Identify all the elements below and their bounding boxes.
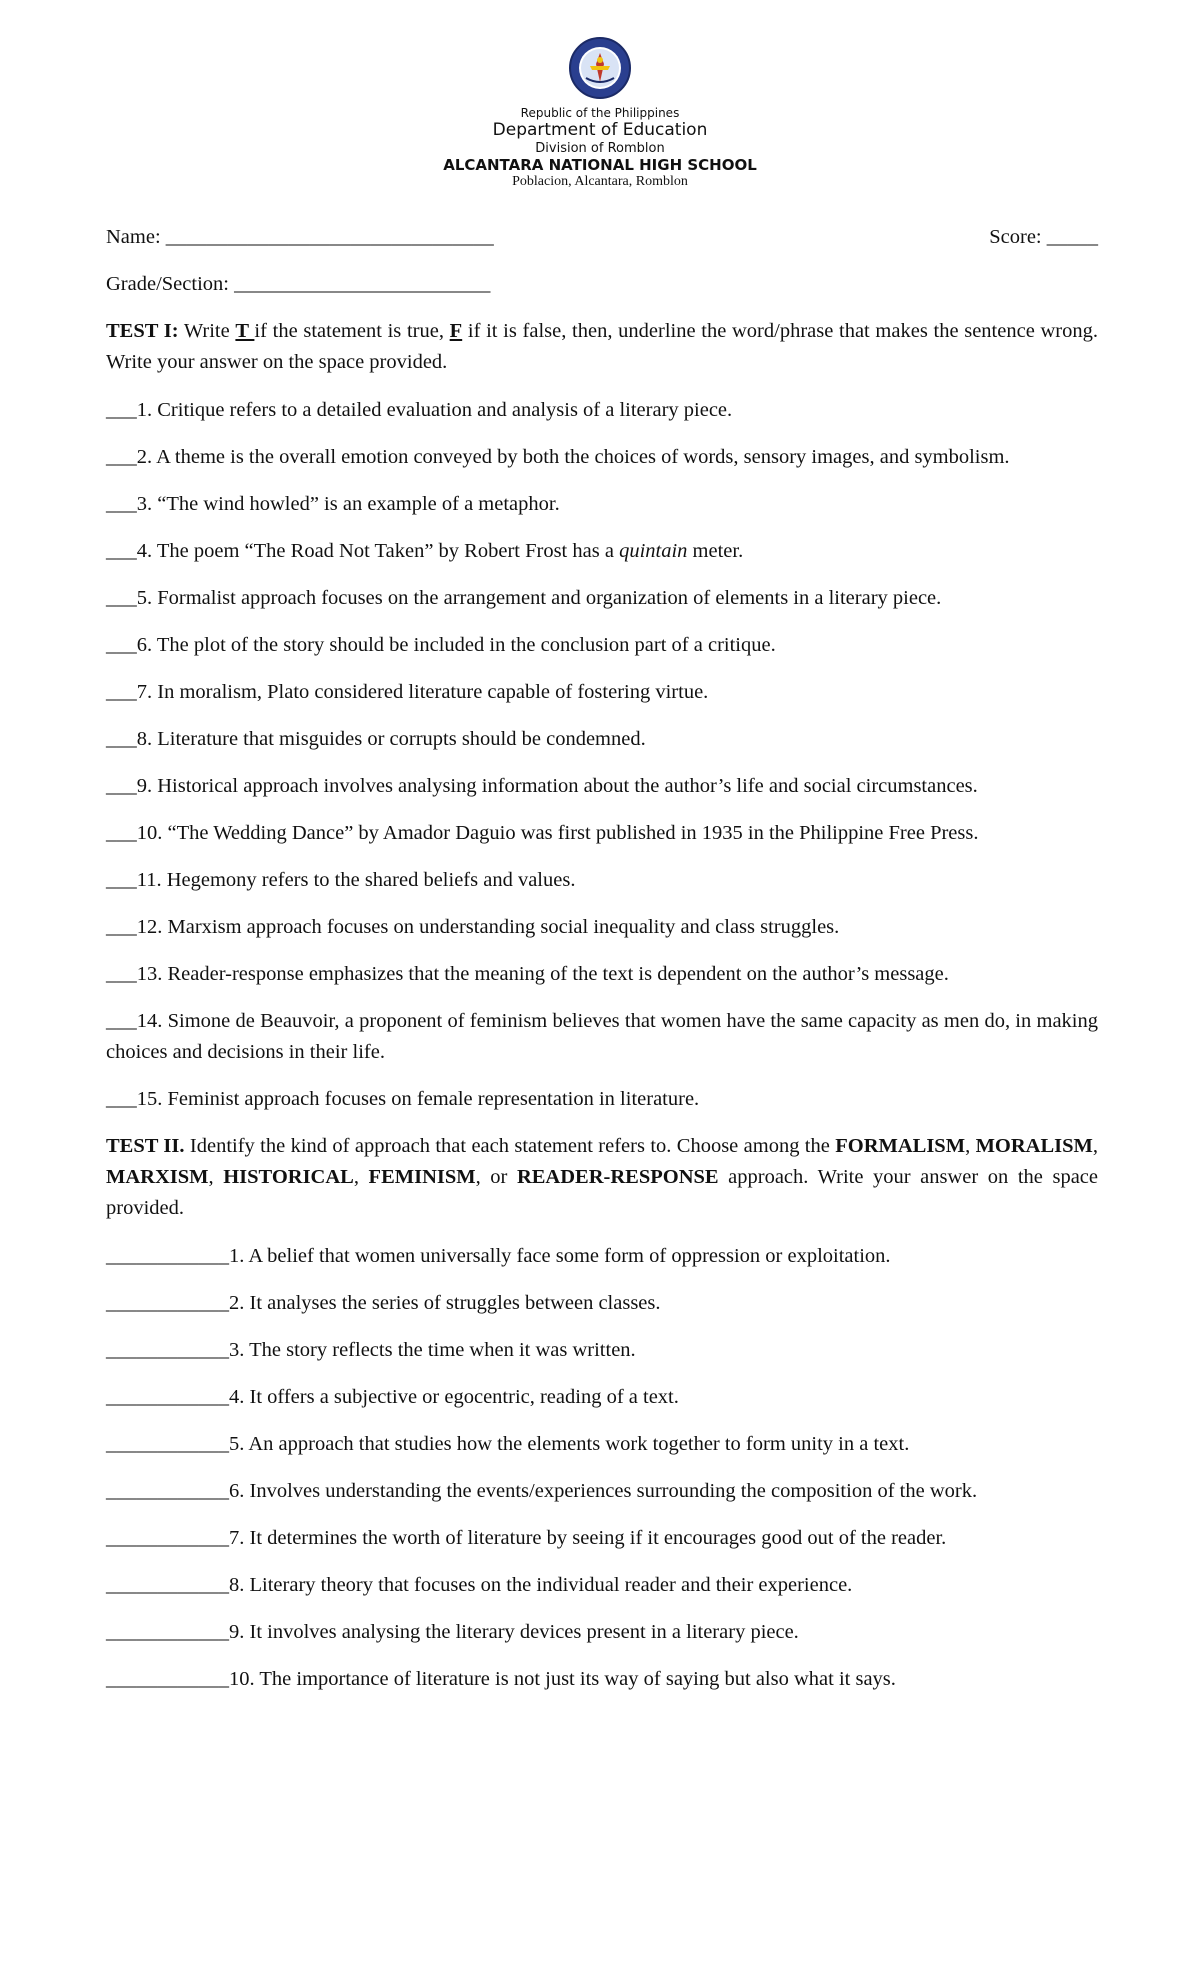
test1-item-13[interactable]: ___13. Reader-response emphasizes that the meaning of the text is dependent on the author’s message. (106, 963, 949, 985)
false-letter: F (449, 320, 463, 342)
test1-item-8[interactable]: ___8. Literature that misguides or corrupts should be condemned. (106, 728, 646, 750)
test2-title: TEST II. (106, 1135, 185, 1157)
name-score-row (106, 222, 1098, 253)
test2-item-2[interactable]: ____________2. It analyses the series of struggles between classes. (106, 1292, 661, 1314)
separator: , (353, 1166, 369, 1188)
test2-item-3[interactable]: ____________3. The story reflects the time when it was written. (106, 1339, 636, 1361)
true-letter: T (235, 320, 255, 342)
school-name: ALCANTARA NATIONAL HIGH SCHOOL (443, 156, 757, 175)
score-field[interactable]: Score: _____ (989, 226, 1098, 248)
test1-item-1[interactable]: ___1. Critique refers to a detailed evaluation and analysis of a literary piece. (106, 399, 733, 421)
test1-item-11[interactable]: ___11. Hegemony refers to the shared beliefs and values. (106, 869, 576, 891)
separator: , or (475, 1166, 517, 1188)
test2-item-8[interactable]: ____________8. Literary theory that focuses on the individual reader and their experience. (106, 1574, 853, 1596)
test2-instr-text: Identify the kind of approach that each statement refers to. Choose among the (184, 1135, 836, 1157)
test2-item-7[interactable]: ____________7. It determines the worth of literature by seeing if it encourages good out of the reader. (106, 1527, 947, 1549)
test1-item-4-end: meter. (687, 540, 744, 562)
separator: , (208, 1166, 224, 1188)
worksheet-content (106, 222, 1098, 1711)
test1-instr-text: if the statement is true, (254, 320, 450, 342)
test1-instructions (106, 316, 1098, 378)
school-address: Poblacion, Alcantara, Romblon (512, 174, 688, 190)
test1-item-4[interactable] (106, 536, 1098, 567)
test1-item-2[interactable]: ___2. A theme is the overall emotion conveyed by both the choices of words, sensory images, and symbolism. (106, 446, 1010, 468)
division-line: Division of Romblon (535, 140, 665, 156)
test2-item-6[interactable]: ____________6. Involves understanding the events/experiences surrounding the composition of the work. (106, 1480, 978, 1502)
test2-instructions (106, 1131, 1098, 1224)
test1-item-5[interactable]: ___5. Formalist approach focuses on the arrangement and organization of elements in a literary piece. (106, 587, 942, 609)
name-field[interactable]: Name: ________________________________ (106, 226, 494, 248)
document-header (0, 36, 1200, 191)
quintain-term: quintain (619, 540, 688, 562)
test2-item-4[interactable]: ____________4. It offers a subjective or egocentric, reading of a text. (106, 1386, 679, 1408)
test1-item-14[interactable]: ___14. Simone de Beauvoir, a proponent of feminism believes that women have the same capacity as men do, in making choices and decisions in their life. (106, 1010, 1098, 1063)
test1-item-15[interactable]: ___15. Feminist approach focuses on female representation in literature. (106, 1088, 700, 1110)
republic-line: Republic of the Philippines (520, 106, 680, 120)
test2-item-1[interactable]: ____________1. A belief that women universally face some form of oppression or exploitation. (106, 1245, 891, 1267)
deped-seal-icon (568, 36, 632, 100)
test1-instr-text: if it is false, then, underline the word/phrase that makes the sentence wrong. Write your answer on the space provided. (106, 320, 1098, 373)
test1-item-9[interactable]: ___9. Historical approach involves analysing information about the author’s life and social circumstances. (106, 775, 978, 797)
choice-feminism: FEMINISM (368, 1166, 476, 1188)
test1-item-6[interactable]: ___6. The plot of the story should be included in the conclusion part of a critique. (106, 634, 776, 656)
test1-item-12[interactable]: ___12. Marxism approach focuses on understanding social inequality and class struggles. (106, 916, 840, 938)
separator: , (965, 1135, 976, 1157)
department-line: Department of Education (492, 120, 708, 141)
grade-section-field[interactable]: Grade/Section: _________________________ (106, 273, 491, 295)
test2-item-9[interactable]: ____________9. It involves analysing the literary devices present in a literary piece. (106, 1621, 799, 1643)
test1-item-7[interactable]: ___7. In moralism, Plato considered literature capable of fostering virtue. (106, 681, 709, 703)
test2-item-5[interactable]: ____________5. An approach that studies how the elements work together to form unity in a text. (106, 1433, 910, 1455)
choice-reader-response: READER-RESPONSE (516, 1166, 719, 1188)
choice-moralism: MORALISM (975, 1135, 1093, 1157)
test1-title: TEST I: (106, 320, 179, 342)
choice-historical: HISTORICAL (223, 1166, 354, 1188)
test1-item-3[interactable]: ___3. “The wind howled” is an example of a metaphor. (106, 493, 560, 515)
test1-instr-text: Write (178, 320, 236, 342)
test1-item-4-text: ___4. The poem “The Road Not Taken” by Robert Frost has a (106, 540, 620, 562)
test1-item-10[interactable]: ___10. “The Wedding Dance” by Amador Daguio was first published in 1935 in the Philippine Free Press. (106, 822, 979, 844)
choice-marxism: MARXISM (106, 1166, 209, 1188)
test2-item-10[interactable]: ____________10. The importance of literature is not just its way of saying but also what it says. (106, 1668, 896, 1690)
test2-instr-text: approach. Write your answer on the space provided. (106, 1166, 1099, 1219)
separator: , (1092, 1135, 1098, 1157)
choice-formalism: FORMALISM (835, 1135, 966, 1157)
